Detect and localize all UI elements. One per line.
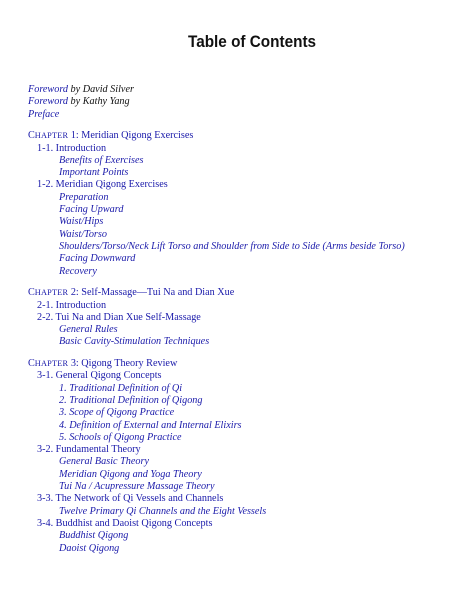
spacer (28, 278, 458, 287)
toc-section[interactable]: 3-3. The Network of Qi Vessels and Channels (37, 493, 224, 505)
front-by: by (70, 84, 81, 95)
toc-chapter-heading[interactable] (28, 130, 458, 142)
table-of-contents (28, 84, 458, 555)
toc-subsection[interactable]: Shoulders/Torso/Neck Lift Torso and Shoulder from Side to Side (Arms beside Torso) (59, 240, 405, 252)
chapter-number: 3: (68, 358, 82, 370)
toc-chapter-heading[interactable] (28, 358, 458, 370)
page-title: Table of Contents (187, 32, 317, 51)
spacer (28, 121, 458, 130)
chapter-number: 2: (68, 287, 82, 299)
toc-chapter-heading[interactable] (28, 287, 458, 299)
chapter-title: Meridian Qigong Exercises (81, 130, 194, 142)
front-by: by (70, 96, 81, 108)
toc-subsection[interactable]: 2. Traditional Definition of Qigong (59, 395, 203, 406)
toc-subsection[interactable]: 1. Traditional Definition of Qi (59, 382, 183, 394)
toc-subsection[interactable]: 4. Definition of External and Internal Elixirs (59, 419, 242, 431)
toc-entry-foreword-yang[interactable] (28, 96, 458, 108)
toc-section[interactable]: 1-2. Meridian Qigong Exercises (37, 179, 168, 191)
toc-subsection[interactable]: Benefits of Exercises (59, 154, 144, 166)
toc-section[interactable]: 3-4. Buddhist and Daoist Qigong Concepts (37, 517, 213, 529)
front-label: Foreword (28, 96, 68, 108)
toc-section[interactable]: 3-1. General Qigong Concepts (37, 370, 162, 382)
toc-subsection[interactable]: Basic Cavity-Stimulation Techniques (59, 336, 210, 348)
toc-subsection[interactable]: Recovery (59, 265, 97, 277)
chapter-title: Qigong Theory Review (81, 358, 178, 370)
chapter-word-initial: C (28, 287, 35, 299)
toc-subsection[interactable]: Buddhist Qigong (59, 530, 129, 542)
toc-subsection[interactable]: Meridian Qigong and Yoga Theory (59, 468, 202, 480)
toc-entry-foreword-silver[interactable] (28, 84, 458, 96)
front-label: Preface (28, 108, 60, 120)
toc-subsection[interactable]: General Rules (59, 324, 118, 336)
chapter-title: Self-Massage—Tui Na and Dian Xue (81, 287, 235, 299)
toc-section[interactable]: 1-1. Introduction (37, 142, 107, 154)
toc-subsection[interactable]: Waist/Hips (59, 216, 104, 228)
toc-section[interactable]: 3-2. Fundamental Theory (37, 444, 141, 456)
chapter-word-rest: HAPTER (34, 288, 69, 298)
toc-subsection[interactable]: 3. Scope of Qigong Practice (59, 407, 175, 419)
toc-section[interactable]: 2-1. Introduction (37, 299, 107, 311)
toc-entry-preface[interactable] (28, 109, 458, 121)
toc-subsection[interactable]: Facing Upward (59, 204, 124, 216)
spacer (28, 349, 458, 358)
chapter-number: 1: (68, 130, 82, 142)
toc-subsection[interactable]: Important Points (59, 167, 129, 179)
toc-subsection[interactable]: General Basic Theory (59, 456, 149, 468)
toc-subsection[interactable]: Facing Downward (59, 253, 136, 265)
front-author: Kathy Yang (82, 96, 130, 108)
chapter-word-rest: HAPTER (34, 359, 69, 369)
toc-subsection[interactable]: Daoist Qigong (59, 542, 120, 554)
front-author: David Silver (82, 84, 134, 95)
chapter-word-rest: HAPTER (34, 131, 69, 141)
toc-section[interactable]: 2-2. Tui Na and Dian Xue Self-Massage (37, 311, 201, 323)
chapter-word-initial: C (28, 130, 35, 142)
chapter-list (28, 121, 458, 555)
toc-subsection[interactable]: Waist/Torso (59, 228, 107, 240)
toc-subsection[interactable]: 5. Schools of Qigong Practice (59, 431, 182, 443)
front-label: Foreword (28, 84, 68, 95)
toc-subsection[interactable]: Preparation (59, 191, 109, 203)
toc-subsection[interactable]: Twelve Primary Qi Channels and the Eight Vessels (59, 505, 267, 517)
toc-subsection[interactable]: Tui Na / Acupressure Massage Theory (59, 481, 215, 493)
chapter-word-initial: C (28, 358, 35, 370)
